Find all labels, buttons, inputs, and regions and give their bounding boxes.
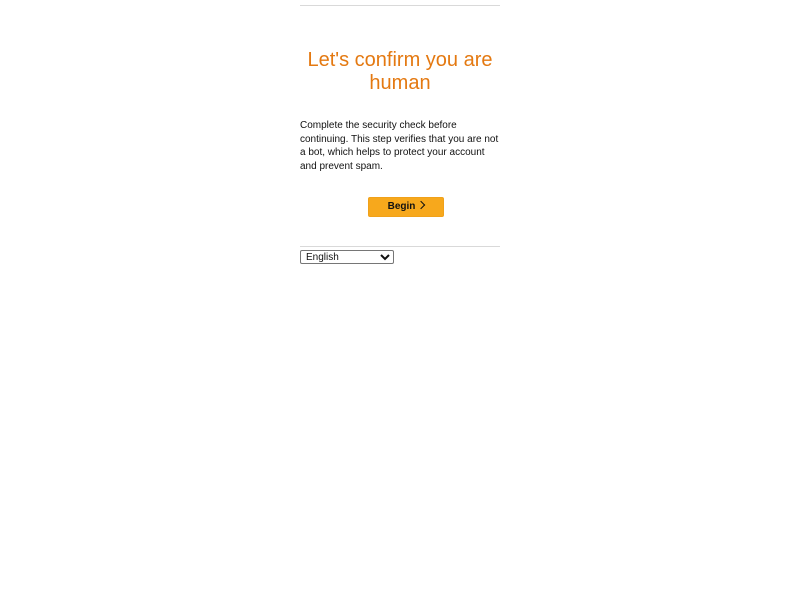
- top-divider: [300, 5, 500, 6]
- security-check-description: Complete the security check before continuing. This step verifies that you are not a bot, which helps to protect your account and prevent spam.: [300, 120, 499, 173]
- chevron-right-icon: [417, 201, 425, 209]
- language-select[interactable]: [300, 250, 394, 264]
- bottom-divider: [300, 246, 500, 247]
- page-title: Let's confirm you are human: [307, 49, 493, 94]
- begin-button-label: Begin: [387, 201, 416, 212]
- begin-button[interactable]: [368, 197, 444, 217]
